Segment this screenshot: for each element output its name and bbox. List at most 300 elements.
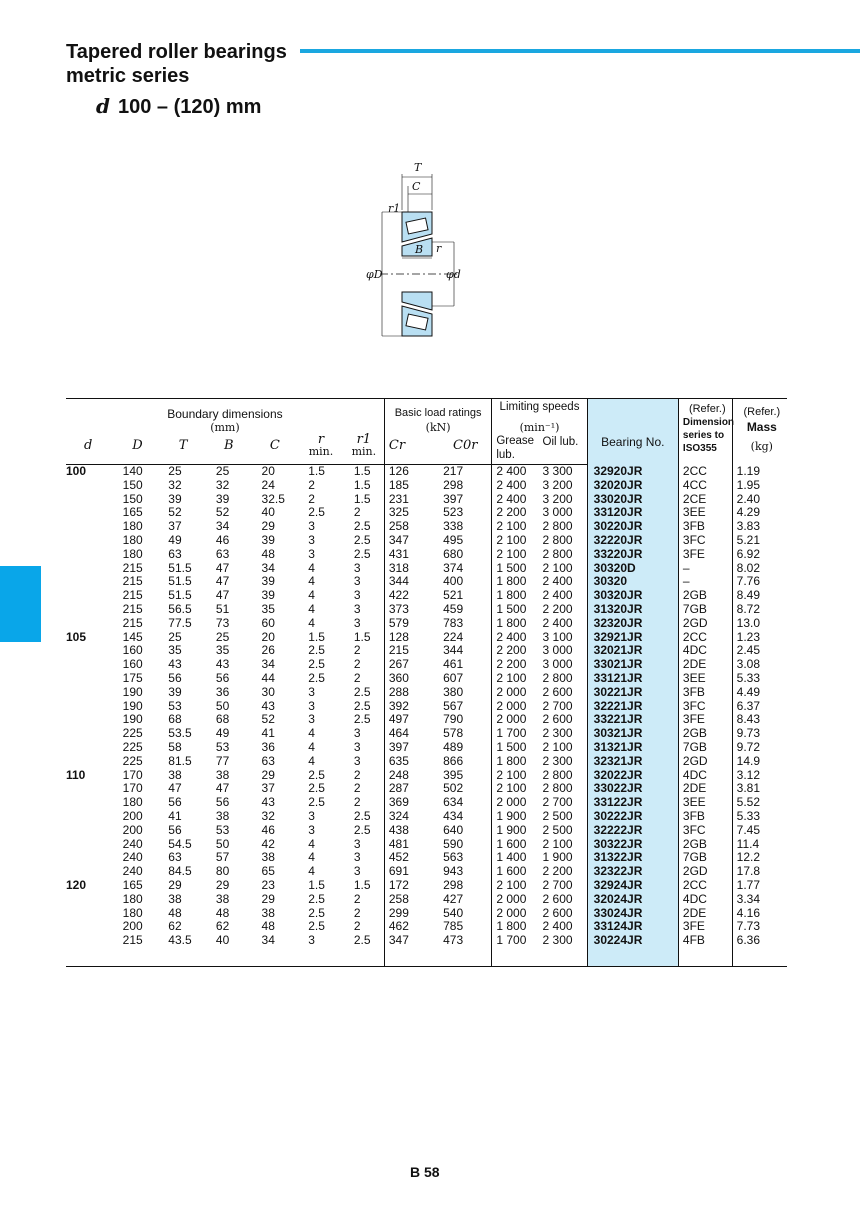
outer-d-cell: 165 [122,505,143,520]
width-C-cell: 29 [261,519,275,534]
c0r-cell: 578 [443,726,464,741]
mass-cell: 4.29 [732,506,787,520]
bearing-no-cell: 33121JR [587,672,678,686]
label-outer-diameter: φD [366,268,383,281]
grease-speed-cell: 2 400 [492,493,543,507]
outer-d-cell: 215 [122,588,143,603]
cr-cell: 288 [384,686,439,700]
table-row [66,534,787,548]
cr-cell: 497 [384,713,439,727]
width-C-cell: 39 [261,588,275,603]
width-B-cell: 32 [215,477,230,492]
cr-cell: 258 [384,520,439,534]
r-min-cell: 2 [308,477,315,492]
width-T-cell: 81.5 [168,753,192,768]
r-min-cell: 2.5 [308,905,325,920]
table-end-cell [543,948,588,967]
table-end-cell [384,948,439,967]
r1-min-cell: 2 [353,643,361,658]
grease-speed-cell: 1 500 [492,562,543,576]
width-C-cell: 37 [261,781,275,796]
r1-min-cell: 3 [353,601,361,616]
width-T-cell: 63 [168,850,182,865]
col-T: T [160,434,206,465]
width-C-cell: 40 [261,505,275,520]
grease-speed-cell: 1 500 [492,741,543,755]
cr-cell: 438 [384,824,439,838]
r-min-cell: 3 [308,698,315,713]
bore-d-cell [66,686,115,700]
bearing-no-cell: 33120JR [587,506,678,520]
outer-d-cell: 170 [122,781,143,796]
cr-cell: 172 [384,879,439,893]
outer-d-cell: 240 [122,836,143,851]
width-C-cell: 26 [261,643,275,658]
table-row [66,700,787,714]
mass-cell: 6.37 [732,700,787,714]
table-end-cell [115,948,161,967]
width-B-cell: 68 [215,712,230,727]
r-min-cell: 3 [308,546,315,561]
r-min-cell: 2.5 [308,767,325,782]
width-C-cell: 24 [261,477,275,492]
table-row [66,589,787,603]
outer-d-cell: 190 [122,684,143,699]
c0r-cell: 785 [443,919,464,934]
r-min-cell: 2 [308,491,315,506]
label-B: B [415,243,424,256]
outer-d-cell: 160 [122,657,143,672]
bore-d-cell [66,893,115,907]
r-min-cell: 4 [308,574,315,589]
label-r: r [436,242,442,255]
outer-d-cell: 215 [122,560,143,575]
dim-series-cell: 2GB [678,727,732,741]
mass-cell: 1.23 [732,631,787,645]
bore-d-cell [66,589,115,603]
cr-cell: 360 [384,672,439,686]
mass-cell: 9.73 [732,727,787,741]
bearing-no-heading: Bearing No. [587,399,678,465]
r-min-cell: 2.5 [308,781,325,796]
r-min-cell: 4 [308,753,315,768]
c0r-cell: 489 [443,739,464,754]
bore-d-cell [66,534,115,548]
cr-cell: 215 [384,644,439,658]
table-header-top [66,399,787,422]
c0r-cell: 563 [443,850,464,865]
r-min-cell: 3 [308,532,315,547]
r1-min-cell: 2.5 [353,684,371,699]
mass-cell: 1.19 [732,465,787,479]
table-end-cell [206,948,252,967]
mass-cell: 2.40 [732,493,787,507]
bore-symbol: d [96,94,110,118]
bearing-no-cell: 32022JR [587,769,678,783]
width-C-cell: 36 [261,739,275,754]
width-C-cell: 39 [261,574,275,589]
dim-series-cell: 3FC [678,700,732,714]
mass-heading: (Refer.) Mass (kg) [732,399,787,465]
bore-d-cell: 120 [66,877,87,892]
table-row [66,727,787,741]
width-T-cell: 63 [168,546,182,561]
outer-d-cell: 215 [122,601,143,616]
c0r-cell: 567 [443,698,464,713]
c0r-cell: 495 [443,532,464,547]
bearing-no-cell: 32021JR [587,644,678,658]
grease-speed-cell: 2 100 [492,879,543,893]
bearing-no-cell: 31322JR [587,851,678,865]
mass-cell: 6.92 [732,548,787,562]
width-B-cell: 53 [215,739,230,754]
width-T-cell: 41 [168,808,182,823]
width-B-cell: 77 [215,753,230,768]
bearing-no-cell: 32924JR [587,879,678,893]
bearing-no-cell: 32320JR [587,617,678,631]
table-row [66,493,787,507]
width-B-cell: 50 [215,698,230,713]
width-C-cell: 34 [261,657,275,672]
table-row [66,838,787,852]
r-min-cell: 4 [308,836,315,851]
dim-series-cell: 3FC [678,534,732,548]
r1-min-cell: 2 [353,905,361,920]
load-unit: (kN) [384,421,491,434]
oil-speed-cell: 2 500 [542,822,573,837]
table-end-cell [66,948,115,967]
bore-d-cell [66,782,115,796]
table-row [66,755,787,769]
table-row [66,851,787,865]
outer-d-cell: 225 [122,739,143,754]
dim-series-cell: 2GD [678,865,732,879]
bore-d-cell [66,617,115,631]
oil-speed-cell: 2 400 [542,574,573,589]
oil-speed-cell: 2 600 [542,905,573,920]
bearing-spec-table [66,398,787,967]
c0r-cell: 344 [443,643,464,658]
r1-min-cell: 2 [353,781,361,796]
width-C-cell: 30 [261,684,275,699]
outer-d-cell: 180 [122,795,143,810]
grease-speed-cell: 1 800 [492,575,543,589]
width-T-cell: 38 [168,767,182,782]
bearing-no-cell: 32322JR [587,865,678,879]
width-B-cell: 50 [215,836,230,851]
grease-speed-cell: 2 100 [492,672,543,686]
mass-cell: 3.08 [732,658,787,672]
c0r-cell: 298 [443,877,464,892]
width-C-cell: 29 [261,767,275,782]
c0r-cell: 943 [443,864,464,879]
outer-d-cell: 190 [122,712,143,727]
bearing-cross-section-diagram [360,160,480,360]
outer-d-cell: 175 [122,670,143,685]
bore-d-cell [66,934,115,948]
cr-cell: 347 [384,534,439,548]
bearing-no-cell: 31321JR [587,741,678,755]
col-B: B [206,434,252,465]
width-T-cell: 38 [168,891,182,906]
c0r-cell: 224 [443,629,464,644]
table-row [66,782,787,796]
mass-cell: 11.4 [732,838,787,852]
mass-cell: 3.34 [732,893,787,907]
width-C-cell: 38 [261,905,275,920]
grease-speed-cell: 2 100 [492,534,543,548]
width-B-cell: 35 [215,643,230,658]
c0r-cell: 461 [443,657,464,672]
c0r-cell: 590 [443,836,464,851]
table-row [66,907,787,921]
grease-speed-cell: 1 900 [492,810,543,824]
oil-speed-cell: 2 600 [542,712,573,727]
width-B-cell: 25 [215,464,230,478]
table-row [66,865,787,879]
grease-speed-cell: 1 600 [492,838,543,852]
outer-d-cell: 165 [122,877,143,892]
width-T-cell: 56 [168,795,182,810]
cr-cell: 422 [384,589,439,603]
r-min-cell: 3 [308,712,315,727]
bore-d-cell [66,548,115,562]
mass-cell: 5.33 [732,672,787,686]
width-B-cell: 51 [215,601,230,616]
bearing-no-cell: 32024JR [587,893,678,907]
width-T-cell: 43.5 [168,933,192,948]
width-C-cell: 65 [261,864,275,879]
bore-d-cell [66,700,115,714]
width-B-cell: 80 [215,864,230,879]
table-row [66,575,787,589]
width-B-cell: 47 [215,588,230,603]
grease-speed-cell: 1 700 [492,934,543,948]
bore-d-cell [66,824,115,838]
r-min-cell: 4 [308,588,315,603]
width-B-cell: 52 [215,505,230,520]
table-row [66,769,787,783]
cr-cell: 397 [384,741,439,755]
grease-speed-cell: 2 200 [492,644,543,658]
r-min-cell: 4 [308,864,315,879]
dim-series-cell: 3FB [678,810,732,824]
bore-d-cell [66,741,115,755]
oil-speed-cell: 3 000 [542,657,573,672]
grease-speed-cell: 1 500 [492,603,543,617]
col-grease: Grease lub. [492,434,543,465]
bearing-no-cell: 30224JR [587,934,678,948]
table-end-cell [252,948,299,967]
dim-series-cell: 4FB [678,934,732,948]
r-min-cell: 2.5 [308,795,325,810]
dim-series-cell: 2DE [678,782,732,796]
r-min-cell: 1.5 [308,464,325,478]
width-B-cell: 56 [215,670,230,685]
table-row [66,465,787,479]
mass-cell: 12.2 [732,851,787,865]
oil-speed-cell: 2 800 [542,519,573,534]
cr-cell: 691 [384,865,439,879]
cr-cell: 325 [384,506,439,520]
r-min-cell: 3 [308,822,315,837]
c0r-cell: 783 [443,615,464,630]
width-C-cell: 32 [261,808,275,823]
cr-cell: 185 [384,479,439,493]
table-row [66,686,787,700]
cr-cell: 267 [384,658,439,672]
bore-d-cell [66,493,115,507]
width-C-cell: 20 [261,629,275,644]
grease-speed-cell: 2 100 [492,769,543,783]
table-row [66,810,787,824]
mass-cell: 4.49 [732,686,787,700]
dim-series-cell: 3EE [678,672,732,686]
grease-speed-cell: 1 800 [492,589,543,603]
outer-d-cell: 150 [122,491,143,506]
outer-d-cell: 180 [122,546,143,561]
page-title [66,40,287,88]
bore-d-cell [66,755,115,769]
cr-cell: 431 [384,548,439,562]
width-B-cell: 25 [215,629,230,644]
section-tab [0,566,41,642]
outer-d-cell: 200 [122,919,143,934]
bore-d-cell [66,851,115,865]
oil-speed-cell: 3 200 [542,491,573,506]
width-C-cell: 29 [261,891,275,906]
dim-series-cell: 7GB [678,851,732,865]
mass-cell: 1.95 [732,479,787,493]
width-C-cell: 52 [261,712,275,727]
outer-d-cell: 200 [122,822,143,837]
bearing-no-cell: 30320D [587,562,678,576]
width-C-cell: 34 [261,933,275,948]
grease-speed-cell: 2 400 [492,631,543,645]
r1-min-cell: 1.5 [353,629,371,644]
dim-series-cell: 4DC [678,769,732,783]
grease-speed-cell: 2 200 [492,658,543,672]
table-end-cell [298,948,344,967]
mass-cell: 14.9 [732,755,787,769]
width-T-cell: 32 [168,477,182,492]
r1-min-cell: 2 [353,919,361,934]
cr-cell: 464 [384,727,439,741]
outer-d-cell: 240 [122,864,143,879]
table-end-cell [344,948,385,967]
r1-min-cell: 1.5 [353,491,371,506]
c0r-cell: 217 [443,464,464,478]
cr-cell: 373 [384,603,439,617]
table-row [66,603,787,617]
col-C: C [252,434,299,465]
bore-d-cell [66,658,115,672]
bore-d-cell [66,810,115,824]
page-number: B 58 [410,1164,440,1180]
grease-speed-cell: 2 000 [492,907,543,921]
outer-d-cell: 160 [122,643,143,658]
grease-speed-cell: 2 400 [492,465,543,479]
r-min-cell: 4 [308,560,315,575]
bearing-no-cell: 32222JR [587,824,678,838]
cr-cell: 635 [384,755,439,769]
bearing-no-cell: 33021JR [587,658,678,672]
r1-min-cell: 3 [353,726,361,741]
width-T-cell: 84.5 [168,864,192,879]
bore-d-cell: 100 [66,464,87,478]
outer-d-cell: 180 [122,905,143,920]
oil-speed-cell: 2 100 [542,739,573,754]
mass-cell: 13.0 [732,617,787,631]
cr-cell: 258 [384,893,439,907]
bearing-no-cell: 33024JR [587,907,678,921]
c0r-cell: 680 [443,546,464,561]
mass-cell: 6.36 [732,934,787,948]
r-min-cell: 4 [308,850,315,865]
oil-speed-cell: 2 600 [542,891,573,906]
mass-cell: 9.72 [732,741,787,755]
dim-series-cell: 3FB [678,686,732,700]
r1-min-cell: 2.5 [353,822,371,837]
outer-d-cell: 180 [122,519,143,534]
grease-speed-cell: 1 900 [492,824,543,838]
c0r-cell: 400 [443,574,464,589]
table-end-cell [732,948,787,967]
oil-speed-cell: 2 100 [542,836,573,851]
cr-cell: 126 [384,465,439,479]
bearing-no-cell: 32220JR [587,534,678,548]
table-row [66,479,787,493]
r-min-cell: 2.5 [308,891,325,906]
mass-cell: 7.73 [732,920,787,934]
outer-d-cell: 225 [122,726,143,741]
mass-cell: 7.45 [732,824,787,838]
width-B-cell: 48 [215,905,230,920]
width-C-cell: 42 [261,836,275,851]
r-min-cell: 2.5 [308,505,325,520]
dim-series-cell: 2GD [678,755,732,769]
width-T-cell: 52 [168,505,182,520]
title-line-1: Tapered roller bearings [66,41,287,63]
mass-cell: 5.33 [732,810,787,824]
bearing-no-cell: 30221JR [587,686,678,700]
bearing-no-cell: 32020JR [587,479,678,493]
r-min-cell: 3 [308,519,315,534]
width-B-cell: 53 [215,822,230,837]
outer-d-cell: 150 [122,477,143,492]
cr-cell: 452 [384,851,439,865]
dim-series-cell: 2CC [678,631,732,645]
limiting-speeds-heading: Limiting speeds [492,399,587,422]
outer-d-cell: 180 [122,532,143,547]
speed-unit: (min⁻¹) [492,421,587,434]
r-min-cell: 2.5 [308,657,325,672]
r1-min-cell: 3 [353,753,361,768]
table-row [66,672,787,686]
oil-speed-cell: 1 900 [542,850,573,865]
c0r-cell: 434 [443,808,464,823]
table-end-cell [160,948,206,967]
width-C-cell: 63 [261,753,275,768]
width-B-cell: 34 [215,519,230,534]
r1-min-cell: 2.5 [353,698,371,713]
width-T-cell: 58 [168,739,182,754]
c0r-cell: 338 [443,519,464,534]
r-min-cell: 2.5 [308,643,325,658]
dim-series-cell: 3FE [678,920,732,934]
r1-min-cell: 2 [353,505,361,520]
label-C: C [412,180,421,193]
